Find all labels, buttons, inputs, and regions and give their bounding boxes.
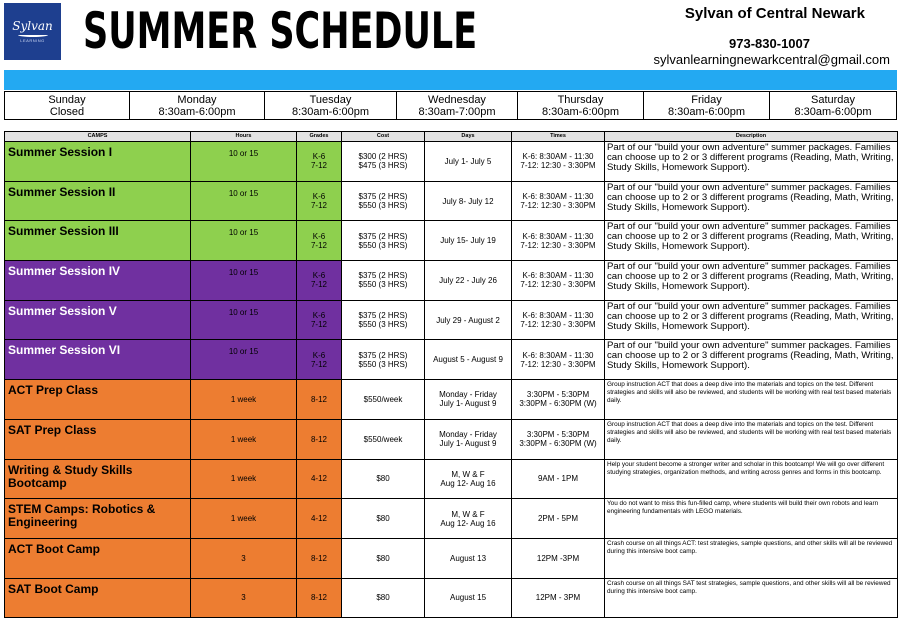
cost-cell: [342, 261, 425, 301]
column-header: Description: [605, 132, 898, 142]
grades-cell: [297, 499, 342, 539]
cost-cell: [342, 538, 425, 578]
times-value: 12PM -3PM: [536, 553, 580, 563]
hours-cell: [191, 261, 297, 301]
camp-name: ACT Boot Camp: [8, 541, 100, 556]
camp-name-cell: [5, 499, 191, 539]
camp-name-cell: [5, 419, 191, 459]
hours-value: 10 or 15: [228, 149, 259, 158]
cost-cell: [342, 340, 425, 380]
days-value: August 5 - August 9: [433, 355, 503, 365]
days-cell: [425, 459, 512, 499]
grades-value: K-6: [312, 231, 326, 241]
table-row: [5, 499, 898, 539]
description-text: Crash course on all things ACT: test strategies, sample questions, and other skills will all be reviewed during this intensive boot camp.: [607, 539, 893, 555]
camp-name: STEM Camps: Robotics & Engineering: [8, 502, 156, 530]
day-cell: [265, 92, 397, 120]
table-row: [5, 221, 898, 261]
hours-cell: [191, 578, 297, 618]
times-value: 3:30PM - 5:30PM: [526, 390, 590, 400]
days-value: Aug 12- Aug 16: [440, 518, 496, 528]
description-cell: [605, 499, 898, 539]
camp-name-cell: [5, 538, 191, 578]
grades-cell: [297, 419, 342, 459]
times-value: K-6: 8:30AM - 11:30: [522, 350, 594, 360]
day-hours: 8:30am-6:00pm: [158, 105, 236, 118]
camp-name-cell: [5, 340, 191, 380]
days-cell: [425, 142, 512, 182]
day-name: Thursday: [557, 93, 604, 106]
days-value: August 15: [449, 593, 487, 603]
cost-value: $375 (2 HRS): [358, 192, 408, 202]
day-cell: [770, 92, 897, 120]
grades-cell: [297, 181, 342, 221]
day-name: Monday: [177, 93, 217, 106]
days-value: July 8- July 12: [442, 196, 494, 206]
logo-wordmark: Sylvan: [12, 19, 53, 33]
times-cell: [512, 380, 605, 420]
table-row: [5, 459, 898, 499]
table-row: [5, 380, 898, 420]
cost-value: $375 (2 HRS): [358, 350, 408, 360]
hours-value: 10 or 15: [228, 307, 259, 317]
table-row: [5, 340, 898, 380]
grades-cell: [297, 142, 342, 182]
description-cell: [605, 300, 898, 340]
cost-value: $80: [376, 553, 390, 563]
grades-value: K-6: [312, 271, 326, 281]
camp-name: Summer Session V: [8, 303, 117, 318]
times-value: 2PM - 5PM: [537, 514, 578, 524]
day-hours: Closed: [49, 105, 85, 118]
hours-cell: [191, 300, 297, 340]
cost-value: $550/week: [363, 434, 403, 444]
cost-value: $550 (3 HRS): [358, 359, 408, 369]
hours-value: 3: [241, 553, 246, 563]
days-cell: [425, 578, 512, 618]
cost-cell: [342, 578, 425, 618]
cost-cell: [342, 419, 425, 459]
cost-value: $475 (3 HRS): [358, 161, 408, 171]
grades-cell: [297, 300, 342, 340]
description-cell: [605, 538, 898, 578]
times-value: 7-12: 12:30 - 3:30PM: [520, 320, 596, 330]
grades-cell: [297, 340, 342, 380]
camps-table: [4, 131, 898, 618]
cost-value: $550 (3 HRS): [358, 201, 408, 211]
grades-value: K-6: [312, 192, 326, 202]
grades-value: 8-12: [310, 434, 327, 444]
cost-cell: [342, 221, 425, 261]
cost-value: $550 (3 HRS): [358, 240, 408, 250]
days-value: Monday - Friday: [439, 430, 497, 440]
sylvan-logo: [4, 3, 61, 60]
grades-cell: [297, 459, 342, 499]
hours-cell: [191, 221, 297, 261]
column-header: CAMPS: [5, 132, 191, 142]
day-name: Wednesday: [428, 93, 486, 106]
grades-value: 8-12: [310, 394, 327, 404]
camp-name: ACT Prep Class: [8, 383, 99, 398]
camp-name: Summer Session III: [8, 224, 119, 239]
description-cell: [605, 181, 898, 221]
grades-value: 4-12: [310, 514, 327, 524]
times-value: 7-12: 12:30 - 3:30PM: [520, 201, 596, 211]
cost-cell: [342, 300, 425, 340]
description-cell: [605, 578, 898, 618]
cost-value: $375 (2 HRS): [358, 271, 408, 281]
weekly-hours-table: [4, 91, 897, 120]
days-value: July 1- August 9: [439, 399, 497, 409]
days-cell: [425, 499, 512, 539]
days-value: July 15- July 19: [440, 236, 496, 246]
grades-value: 7-12: [310, 201, 327, 211]
description-cell: [605, 142, 898, 182]
camp-name-cell: [5, 459, 191, 499]
days-value: July 29 - August 2: [436, 315, 500, 325]
cost-cell: [342, 459, 425, 499]
times-cell: [512, 459, 605, 499]
grades-value: 7-12: [310, 161, 327, 171]
times-cell: [512, 181, 605, 221]
grades-value: 7-12: [310, 240, 327, 250]
days-cell: [425, 261, 512, 301]
description-text: Help your student become a stronger writer and scholar in this bootcamp! We will go over different studying strategies, organization methods, and writing across genres and forms in this bootcamp.: [607, 460, 885, 476]
hours-cell: [191, 538, 297, 578]
times-value: K-6: 8:30AM - 11:30: [522, 271, 594, 281]
description-text: Crash course on all things SAT test strategies, sample questions, and other skills will all be reviewed during this intensive boot camp.: [607, 579, 891, 595]
grades-cell: [297, 380, 342, 420]
cost-value: $375 (2 HRS): [358, 231, 408, 241]
times-value: K-6: 8:30AM - 11:30: [522, 231, 594, 241]
camp-name: SAT Prep Class: [8, 422, 97, 437]
grades-value: 7-12: [310, 280, 327, 290]
grades-value: K-6: [312, 152, 326, 162]
cost-cell: [342, 142, 425, 182]
times-value: 7-12: 12:30 - 3:30PM: [520, 240, 596, 250]
hours-cell: [191, 380, 297, 420]
cost-cell: [342, 499, 425, 539]
phone-number: 973-830-1007: [729, 36, 810, 51]
description-text: Part of our "build your own adventure" summer packages. Families can choose up to 2 or 3 different programs (Reading, Math, Writing, Study Skills, Homework Support).: [607, 340, 894, 372]
table-row: [5, 181, 898, 221]
grades-value: 7-12: [310, 359, 327, 369]
table-header-row: [5, 132, 898, 142]
day-cell: [5, 92, 130, 120]
grades-cell: [297, 221, 342, 261]
camp-name-cell: [5, 578, 191, 618]
day-hours: 8:30am-7:00pm: [418, 105, 496, 118]
hours-value: 10 or 15: [228, 347, 259, 357]
day-hours: 8:30am-6:00pm: [541, 105, 620, 118]
camp-name: Summer Session I: [8, 145, 113, 159]
camp-name-cell: [5, 142, 191, 182]
camp-name-cell: [5, 261, 191, 301]
cost-value: $80: [376, 474, 390, 484]
column-header: Hours: [191, 132, 297, 142]
camp-name-cell: [5, 221, 191, 261]
day-cell: [130, 92, 265, 120]
camp-name-cell: [5, 380, 191, 420]
description-cell: [605, 380, 898, 420]
description-text: Part of our "build your own adventure" summer packages. Families can choose up to 2 or 3 different programs (Reading, Math, Writing, Study Skills, Homework Support).: [607, 142, 894, 173]
description-cell: [605, 419, 898, 459]
hours-value: 1 week: [230, 434, 257, 444]
times-cell: [512, 221, 605, 261]
description-text: Group instruction ACT that does a deep dive into the materials and topics on the test. Different strategies and skills will also be reviewed, and students will be working with real test based materials daily.: [607, 420, 892, 444]
table-row: [5, 578, 898, 618]
day-hours: 8:30am-6:00pm: [291, 105, 370, 118]
times-cell: [512, 499, 605, 539]
times-cell: [512, 142, 605, 182]
grades-value: K-6: [312, 311, 326, 321]
cost-value: $80: [376, 514, 390, 524]
days-cell: [425, 181, 512, 221]
day-cell: [644, 92, 770, 120]
cost-value: $550/week: [363, 394, 403, 404]
days-cell: [425, 300, 512, 340]
cost-value: $375 (2 HRS): [358, 311, 408, 321]
description-cell: [605, 261, 898, 301]
cost-value: $80: [376, 593, 390, 603]
days-value: M, W & F: [451, 469, 485, 479]
header-divider-bar: [4, 70, 897, 90]
hours-cell: [191, 142, 297, 182]
day-cell: [397, 92, 518, 120]
cost-cell: [342, 380, 425, 420]
cost-value: $550 (3 HRS): [358, 280, 408, 290]
email-address: sylvanlearningnewarkcentral@gmail.com: [653, 52, 890, 67]
day-hours: 8:30am-6:00pm: [667, 105, 746, 118]
day-name: Tuesday: [309, 93, 352, 106]
days-cell: [425, 340, 512, 380]
description-text: Part of our "build your own adventure" summer packages. Families can choose up to 2 or 3 different programs (Reading, Math, Writing, Study Skills, Homework Support).: [607, 300, 894, 332]
day-name: Saturday: [810, 93, 856, 106]
cost-cell: [342, 181, 425, 221]
times-cell: [512, 300, 605, 340]
days-cell: [425, 419, 512, 459]
table-row: [5, 538, 898, 578]
hours-cell: [191, 499, 297, 539]
days-cell: [425, 380, 512, 420]
times-value: 9AM - 1PM: [537, 474, 578, 484]
description-text: Part of our "build your own adventure" summer packages. Families can choose up to 2 or 3 different programs (Reading, Math, Writing, Study Skills, Homework Support).: [607, 221, 894, 253]
cost-value: $300 (2 HRS): [358, 152, 408, 162]
camp-name: Summer Session IV: [8, 264, 121, 279]
column-header: Days: [425, 132, 512, 142]
times-value: K-6: 8:30AM - 11:30: [522, 311, 594, 321]
times-value: 7-12: 12:30 - 3:30PM: [520, 161, 596, 171]
hours-value: 10 or 15: [228, 228, 259, 238]
hours-value: 1 week: [230, 514, 257, 524]
grades-value: 7-12: [310, 320, 327, 330]
logo-swoosh-icon: [18, 33, 48, 37]
hours-cell: [191, 459, 297, 499]
hours-cell: [191, 419, 297, 459]
times-value: 7-12: 12:30 - 3:30PM: [520, 359, 596, 369]
times-value: 3:30PM - 6:30PM (W): [519, 399, 597, 409]
times-value: K-6: 8:30AM - 11:30: [522, 192, 594, 202]
camp-name-cell: [5, 300, 191, 340]
hours-cell: [191, 340, 297, 380]
cost-value: $550 (3 HRS): [358, 320, 408, 330]
day-cell: [518, 92, 644, 120]
column-header: Cost: [342, 132, 425, 142]
description-text: Part of our "build your own adventure" summer packages. Families can choose up to 2 or 3 different programs (Reading, Math, Writing, Study Skills, Homework Support).: [607, 261, 894, 293]
description-text: Group instruction ACT that does a deep dive into the materials and topics on the test. Different strategies and skills will also be reviewed, and students will be working with real test based materials daily.: [607, 381, 892, 405]
description-cell: [605, 221, 898, 261]
table-row: [5, 261, 898, 301]
camp-name-cell: [5, 181, 191, 221]
grades-cell: [297, 578, 342, 618]
camp-name: Summer Session II: [8, 184, 116, 199]
table-row: [5, 300, 898, 340]
days-value: August 13: [449, 553, 487, 563]
day-hours: 8:30am-6:00pm: [794, 105, 872, 118]
hours-value: 10 or 15: [228, 188, 259, 198]
times-value: 3:30PM - 6:30PM (W): [519, 439, 597, 449]
logo-subtext: LEARNING: [20, 38, 45, 43]
table-row: [5, 419, 898, 459]
camp-name: Summer Session VI: [8, 343, 121, 358]
days-value: M, W & F: [451, 509, 485, 519]
times-cell: [512, 419, 605, 459]
description-text: You do not want to miss this fun-filled camp, where students will build their own robots and learn engineering fundamentals with LEGO materials.: [607, 500, 879, 516]
page-title: SUMMER SCHEDULE: [83, 2, 478, 60]
hours-value: 3: [241, 593, 246, 603]
times-value: 3:30PM - 5:30PM: [526, 430, 590, 440]
days-value: Monday - Friday: [439, 390, 497, 400]
times-value: 7-12: 12:30 - 3:30PM: [520, 280, 596, 290]
org-name: Sylvan of Central Newark: [684, 5, 865, 22]
description-cell: [605, 459, 898, 499]
camp-name: SAT Boot Camp: [8, 581, 99, 596]
column-header: Grades: [297, 132, 342, 142]
grades-cell: [297, 261, 342, 301]
times-cell: [512, 261, 605, 301]
days-cell: [425, 221, 512, 261]
grades-value: 8-12: [310, 553, 327, 563]
days-value: July 1- July 5: [444, 156, 492, 166]
day-name: Friday: [691, 93, 722, 106]
times-value: K-6: 8:30AM - 11:30: [522, 152, 594, 162]
column-header: Times: [512, 132, 605, 142]
hours-value: 10 or 15: [228, 268, 259, 278]
days-cell: [425, 538, 512, 578]
days-value: July 22 - July 26: [439, 275, 497, 285]
times-cell: [512, 340, 605, 380]
grades-value: 4-12: [310, 474, 327, 484]
grades-value: K-6: [312, 350, 326, 360]
hours-cell: [191, 181, 297, 221]
day-name: Sunday: [48, 93, 86, 106]
camp-name: Writing & Study Skills Bootcamp: [8, 462, 133, 490]
days-value: Aug 12- Aug 16: [440, 478, 496, 488]
grades-cell: [297, 538, 342, 578]
days-value: July 1- August 9: [439, 439, 497, 449]
table-row: [5, 142, 898, 182]
hours-value: 1 week: [230, 394, 257, 404]
hours-value: 1 week: [230, 474, 257, 484]
grades-value: 8-12: [310, 593, 327, 603]
times-value: 12PM - 3PM: [535, 593, 581, 603]
times-cell: [512, 538, 605, 578]
description-text: Part of our "build your own adventure" summer packages. Families can choose up to 2 or 3 different programs (Reading, Math, Writing, Study Skills, Homework Support).: [607, 181, 894, 213]
times-cell: [512, 578, 605, 618]
description-cell: [605, 340, 898, 380]
